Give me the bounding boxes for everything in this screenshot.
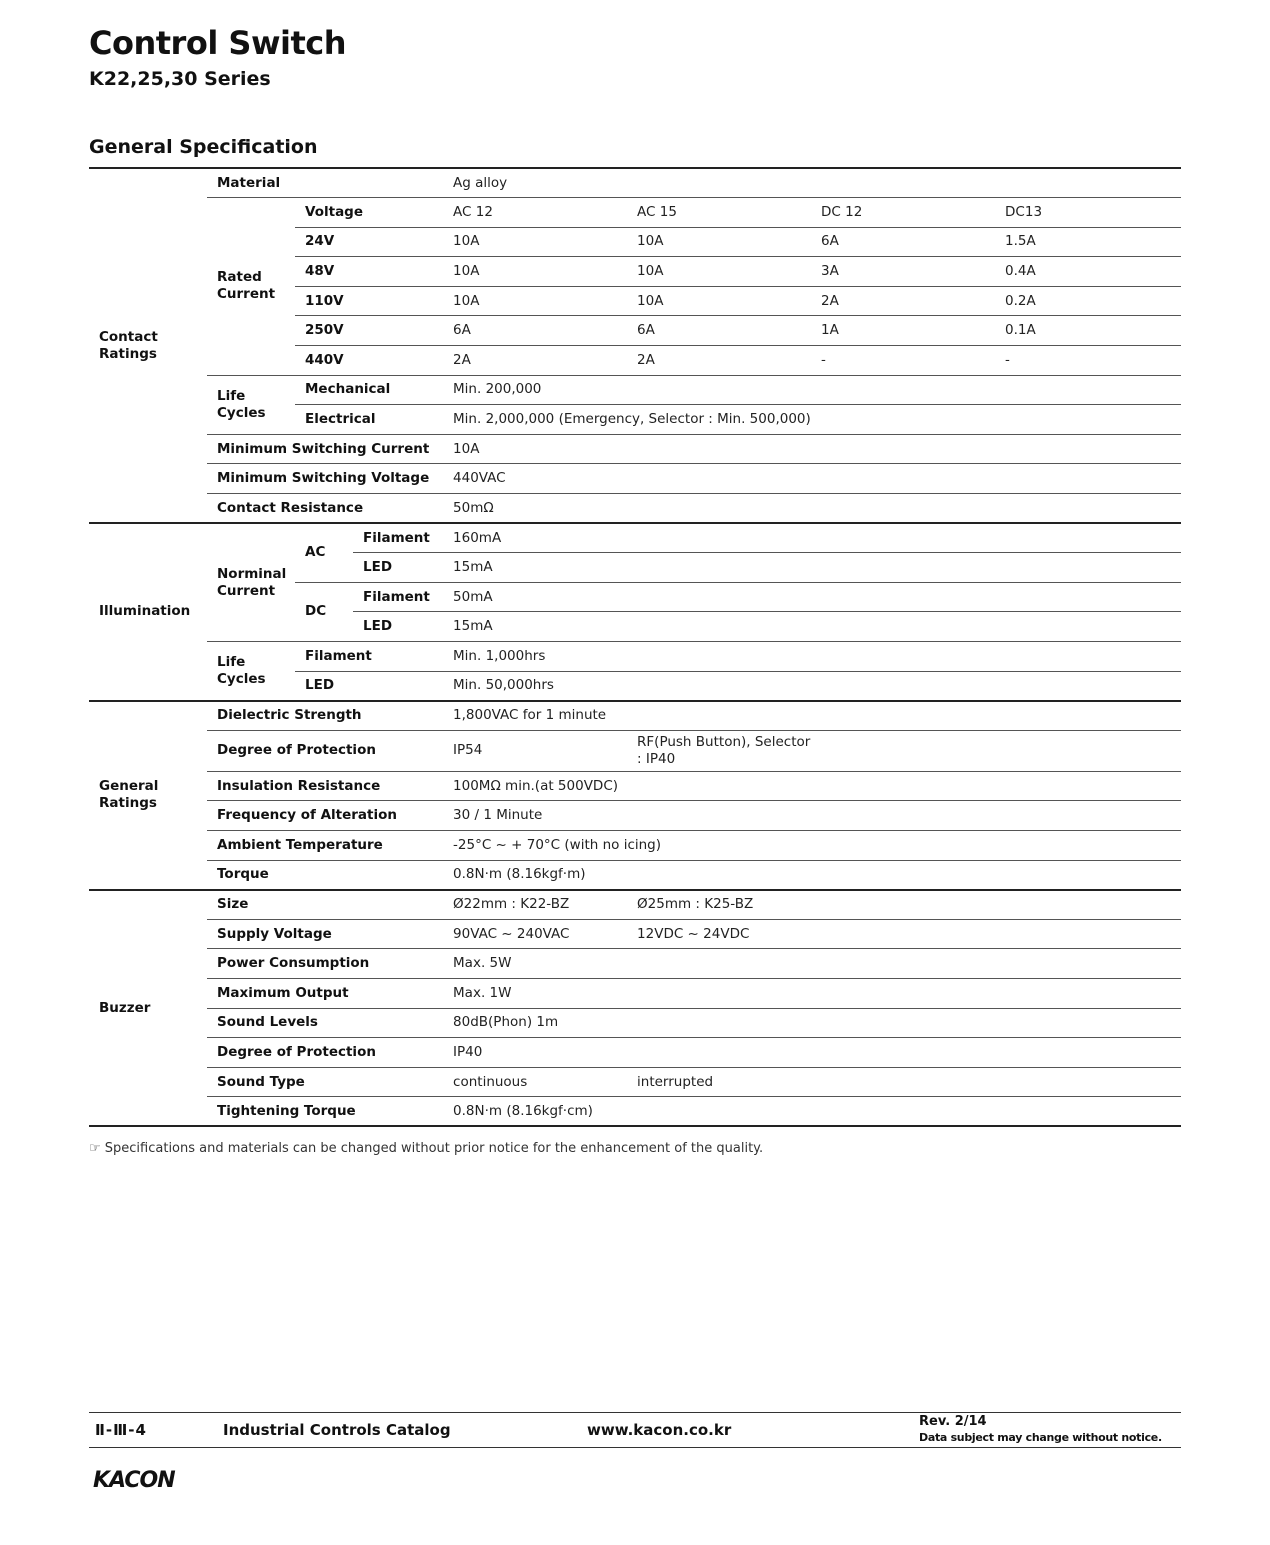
row-value-secondary: Ø25mm : K25-BZ [627,890,1181,920]
row-value: IP54 [443,730,627,771]
row-label: Contact Resistance [207,494,443,524]
row-label: Filament [353,523,443,553]
column-header: DC13 [995,198,1181,228]
page-title: Control Switch [89,24,347,62]
row-label: Tightening Torque [207,1097,443,1127]
table-row [89,494,1181,524]
row-label: Maximum Output [207,978,443,1008]
current-cell: 3A [811,257,995,287]
footer-divider-bottom [89,1447,1181,1448]
current-cell: 0.2A [995,286,1181,316]
table-row [89,890,1181,920]
footnote: ☞ Specifications and materials can be changed without prior notice for the enhancement of the quality. [89,1141,764,1156]
row-value: 0.8N·m (8.16kgf·m) [443,860,1181,890]
current-cell: 0.4A [995,257,1181,287]
table-row [89,642,1181,672]
page-subtitle: K22,25,30 Series [89,68,271,90]
column-header: DC 12 [811,198,995,228]
table-row [89,375,1181,405]
current-cell: 2A [443,346,627,376]
table-row [89,860,1181,890]
row-label: Minimum Switching Current [207,434,443,464]
ac-label: AC [295,523,353,582]
table-row [89,830,1181,860]
row-value: Ag alloy [443,168,1181,198]
table-row [89,464,1181,494]
row-label: Supply Voltage [207,919,443,949]
life-cycles-label: Life Cycles [207,375,295,434]
row-label: Power Consumption [207,949,443,979]
row-value: Ø22mm : K22-BZ [443,890,627,920]
footer-divider-top [89,1412,1181,1413]
kacon-logo-icon [91,1466,187,1492]
table-row [89,771,1181,801]
current-cell: 10A [627,257,811,287]
logo-lettering: KACON [93,1468,175,1492]
row-value: 100MΩ min.(at 500VDC) [443,771,1181,801]
row-value: Max. 1W [443,978,1181,1008]
row-label: LED [353,553,443,583]
row-value: 50mΩ [443,494,1181,524]
row-value-secondary: 12VDC ~ 24VDC [627,919,1181,949]
table-row [89,701,1181,731]
row-value: 1,800VAC for 1 minute [443,701,1181,731]
nominal-current-label: Norminal Current [207,523,295,641]
row-value: 90VAC ~ 240VAC [443,919,627,949]
current-cell: - [811,346,995,376]
row-value: IP40 [443,1038,1181,1068]
row-value: continuous [443,1067,627,1097]
row-label: Electrical [295,405,443,435]
table-row [89,1067,1181,1097]
table-row [89,801,1181,831]
group-buzzer: Buzzer [89,890,207,1127]
row-value: 160mA [443,523,1181,553]
voltage-cell: 440V [295,346,443,376]
kacon-logo [91,1466,187,1492]
table-row [89,978,1181,1008]
row-value: 30 / 1 Minute [443,801,1181,831]
dc-label: DC [295,582,353,641]
row-value: Min. 50,000hrs [443,671,1181,701]
group-general-ratings: General Ratings [89,701,207,890]
row-label: LED [353,612,443,642]
voltage-cell: 110V [295,286,443,316]
row-label: Sound Levels [207,1008,443,1038]
row-value: 440VAC [443,464,1181,494]
row-label: Filament [353,582,443,612]
row-value: 10A [443,434,1181,464]
row-value: Min. 200,000 [443,375,1181,405]
specification-table [89,167,1181,1127]
row-value: 0.8N·m (8.16kgf·cm) [443,1097,1181,1127]
column-header: AC 12 [443,198,627,228]
row-value-secondary: interrupted [627,1067,1181,1097]
voltage-cell: 48V [295,257,443,287]
voltage-cell: 250V [295,316,443,346]
table-row [89,434,1181,464]
row-value: 80dB(Phon) 1m [443,1008,1181,1038]
voltage-cell: 24V [295,227,443,257]
table-row [89,523,1181,553]
column-header: AC 15 [627,198,811,228]
row-value: 50mA [443,582,1181,612]
row-label: Degree of Protection [207,730,443,771]
website-link[interactable]: www.kacon.co.kr [587,1421,732,1439]
page-number: Ⅱ-Ⅲ-4 [95,1421,147,1439]
row-label: Degree of Protection [207,1038,443,1068]
current-cell: 6A [627,316,811,346]
row-value: 15mA [443,553,1181,583]
current-cell: 2A [627,346,811,376]
current-cell: 2A [811,286,995,316]
table-row [89,168,1181,198]
catalog-name: Industrial Controls Catalog [223,1421,451,1439]
current-cell: 1A [811,316,995,346]
current-cell: - [995,346,1181,376]
column-header: Voltage [295,198,443,228]
row-value: Max. 5W [443,949,1181,979]
table-row [89,949,1181,979]
row-label: Minimum Switching Voltage [207,464,443,494]
current-cell: 1.5A [995,227,1181,257]
row-label: Mechanical [295,375,443,405]
row-label: Filament [295,642,443,672]
current-cell: 6A [443,316,627,346]
rated-current-label: Rated Current [207,198,295,376]
table-row [89,1008,1181,1038]
group-illumination: Illumination [89,523,207,701]
row-label: Sound Type [207,1067,443,1097]
table-row [89,1097,1181,1127]
table-row [89,730,1181,771]
current-cell: 6A [811,227,995,257]
row-label: Size [207,890,443,920]
row-value-secondary: RF(Push Button), Selector : IP40 [627,730,1181,771]
row-value: 15mA [443,612,1181,642]
row-label: Torque [207,860,443,890]
row-label: Insulation Resistance [207,771,443,801]
current-cell: 10A [443,227,627,257]
row-label: LED [295,671,443,701]
row-label: Dielectric Strength [207,701,443,731]
table-row [89,1038,1181,1068]
row-label: Frequency of Alteration [207,801,443,831]
current-cell: 10A [627,286,811,316]
table-row [89,198,1181,228]
section-title: General Specification [89,136,318,158]
disclaimer-text: Data subject may change without notice. [919,1431,1162,1444]
current-cell: 0.1A [995,316,1181,346]
table-row [89,919,1181,949]
life-cycles-label: Life Cycles [207,642,295,701]
row-value: Min. 2,000,000 (Emergency, Selector : Min. 500,000) [443,405,1181,435]
current-cell: 10A [443,257,627,287]
row-label: Material [207,168,443,198]
group-contact-ratings: Contact Ratings [89,168,207,523]
row-value: -25°C ~ + 70°C (with no icing) [443,830,1181,860]
row-label: Ambient Temperature [207,830,443,860]
revision-label: Rev. 2/14 [919,1414,987,1429]
current-cell: 10A [443,286,627,316]
row-value: Min. 1,000hrs [443,642,1181,672]
current-cell: 10A [627,227,811,257]
